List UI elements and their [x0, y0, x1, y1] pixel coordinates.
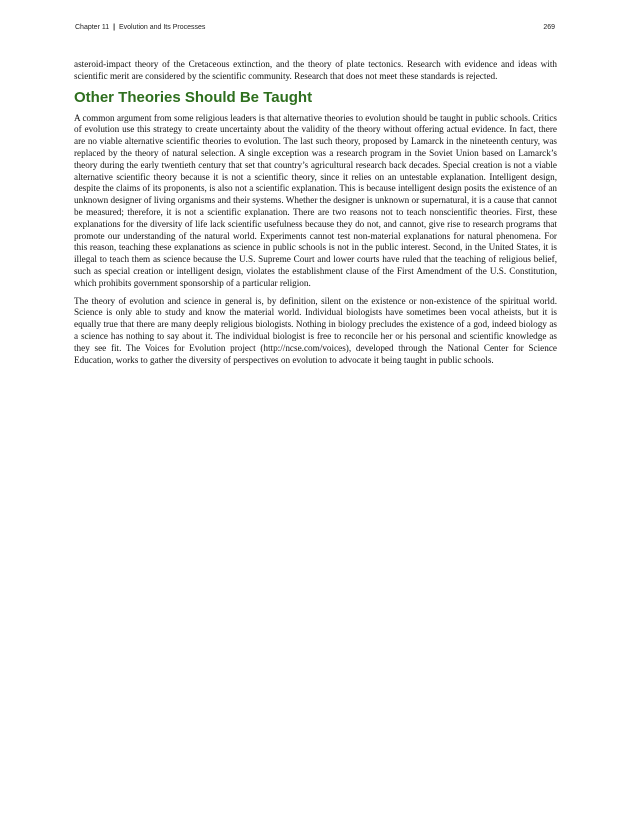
header-separator: | [113, 24, 116, 31]
section-heading: Other Theories Should Be Taught [74, 88, 313, 106]
chapter-title: Evolution and Its Processes [119, 24, 206, 31]
body-paragraph-1: A common argument from some religious leaders is that alternative theories to evolution should be taught in public schools. Critics of evolution use this strategy to create uncertainty about the validity of the theory without offering actual evidence. In fact, there are no viable alternative scientific theories to evolution. The last such theory, proposed by Lamarck in the nineteenth century, was replaced by the theory of natural selection. A single exception was a research program in the Soviet Union based on Lamarck’s theory during the early twentieth century that set that country’s agricultural research back decades. Special creation is not a viable alternative scientific theory because it is not a scientific theory, since it relies on an untestable explanation. Intelligent design, despite the claims of its proponents, is also not a scientific explanation. This is because intelligent design posits the existence of an unknown designer of living organisms and their systems. Whether the designer is unknown or supernatural, it is a cause that cannot be measured; therefore, it is not a scientific explanation. There are two reasons not to teach nonscientific theories. First, these explanations for the diversity of life lack scientific usefulness because they do not, and cannot, give rise to research programs that promote our understanding of the natural world. Experiments cannot test non-material explanations for natural phenomena. For this reason, teaching these explanations as science in public schools is not in the public interest. Second, in the United States, it is illegal to teach them as science because the U.S. Supreme Court and lower courts have ruled that the teaching of religious belief, such as special creation or intelligent design, violates the establishment clause of the First Amendment of the U.S. Constitution, which prohibits government sponsorship of a particular religion. [74, 112, 557, 288]
body-paragraph-2: The theory of evolution and science in general is, by definition, silent on the existence or non-existence of the spiritual world. Science is only able to study and know the material world. Individual biologists have sometimes been vocal atheists, but it is equally true that there are many deeply religious biologists. Nothing in biology precludes the existence of a god, indeed biology as a science has nothing to say about it. The individual biologist is free to reconcile her or his personal and scientific knowledge as they see fit. The Voices for Evolution project (http://ncse.com/voices), developed through the National Center for Science Education, works to gather the diversity of perspectives on evolution to advocate it being taught in public schools. [74, 295, 557, 365]
page-content [74, 59, 557, 372]
chapter-number: Chapter 11 [75, 24, 110, 31]
running-header [75, 24, 555, 36]
intro-paragraph: asteroid-impact theory of the Cretaceous extinction, and the theory of plate tectonics. Research with evidence and ideas with scientific merit are considered by the scientific community. Research that does not meet these standards is rejected. [74, 59, 557, 81]
chapter-label [75, 24, 205, 31]
page-number: 269 [543, 24, 555, 31]
